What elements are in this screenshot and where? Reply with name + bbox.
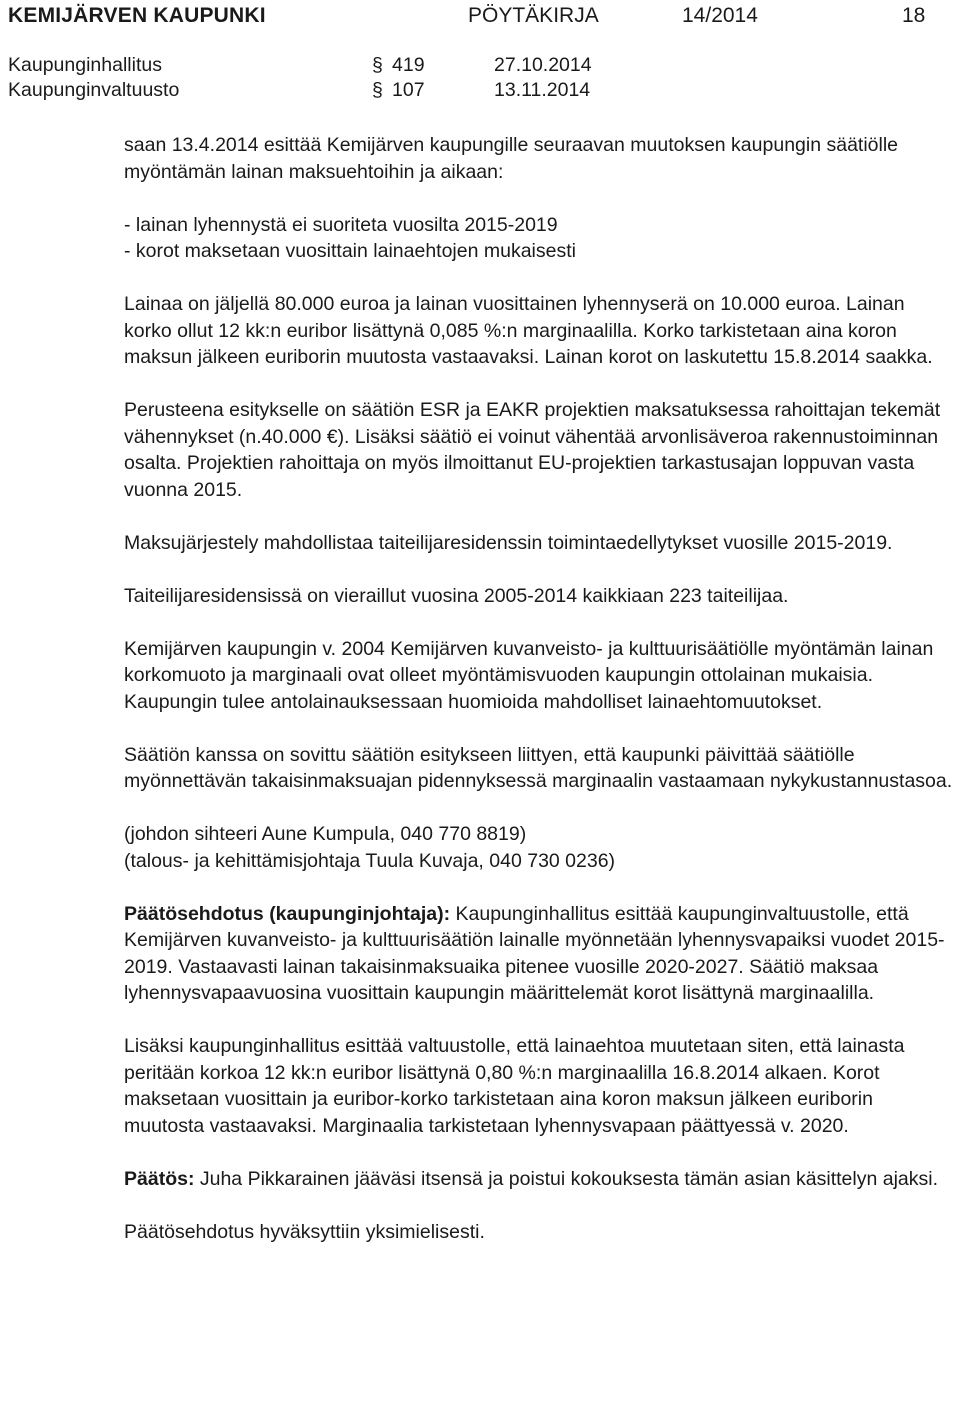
document-body <box>124 132 954 1245</box>
proposal-paragraph <box>124 901 954 1007</box>
contact-line: (talous- ja kehittämisjohtaja Tuula Kuvaja, 040 730 0236) <box>124 849 616 872</box>
meeting-date: 13.11.2014 <box>494 79 591 101</box>
organization-name: KEMIJÄRVEN KAUPUNKI <box>8 4 266 27</box>
section-number: 107 <box>392 79 425 101</box>
list-item: - korot maksetaan vuosittain lainaehtojen mukaisesti <box>124 240 576 262</box>
document-header <box>0 0 960 36</box>
paragraph: Taiteilijaresidensissä on vieraillut vuosina 2005-2014 kaikkiaan 223 taiteilijaa. <box>124 584 789 607</box>
paragraph: Maksujärjestely mahdollistaa taiteilijaresidenssin toimintaedellytykset vuosille 2015-2019. <box>124 531 893 554</box>
decision-text: Juha Pikkarainen jääväsi itsensä ja poistui kokouksesta tämän asian käsittelyn ajaksi. <box>194 1167 939 1190</box>
section-sign: § <box>372 54 383 76</box>
paragraph: saan 13.4.2014 esittää Kemijärven kaupungille seuraavan muutoksen kaupungin säätiölle myöntämän lainan maksuehtoihin ja aikaan: <box>124 134 899 183</box>
paragraph: Lisäksi kaupunginhallitus esittää valtuustolle, että lainaehtoa muutetaan siten, että lainasta peritään korkoa 12 kk:n euribor lisättynä 0,80 %:n marginaalilla 16.8.2014 alkaen. Korot maksetaan vuosittain ja euribor-korko tarkistetaan aina koron maksun jälkeen euriborin muutosta vastaavaksi. Marginaalia tarkistetaan lyhennysvapaan päättyessä v. 2020. <box>124 1035 905 1137</box>
paragraph: Perusteena esitykselle on säätiön ESR ja EAKR projektien maksatuksessa rahoittajan tekemät vähennykset (n.40.000 €). Lisäksi säätiö ei voinut vähentää arvonlisäveroa rakennustoiminnan osalta. Projektien rahoittaja on myös ilmoittanut EU-projektien tarkastusajan loppuvan vasta vuonna 2015. <box>124 399 941 501</box>
section-number: 419 <box>392 54 425 76</box>
document-type: PÖYTÄKIRJA <box>468 4 599 27</box>
meeting-date: 27.10.2014 <box>494 54 592 76</box>
proposal-label: Päätösehdotus (kaupunginjohtaja): <box>124 902 451 925</box>
decision-label: Päätös: <box>124 1167 195 1190</box>
final-decision: Päätösehdotus hyväksyttiin yksimielisesti. <box>124 1220 485 1243</box>
paragraph: Lainaa on jäljellä 80.000 euroa ja lainan vuosittainen lyhennyserä on 10.000 euroa. Lainan korko ollut 12 kk:n euribor lisättynä 0,085 %:n marginaalilla. Korko tarkistetaan aina koron maksun jälkeen euriborin muutosta vastaavaksi. Lainan korot on laskutettu 15.8.2014 saakka. <box>124 293 933 368</box>
list-item: - lainan lyhennystä ei suoriteta vuosilta 2015-2019 <box>124 213 558 236</box>
proposal-text: Kaupunginhallitus esittää kaupunginvaltuustolle, että Kemijärven kuvanveisto- ja kulttuurisäätiön lainalle myönnetään lyhennysvapaiksi vuodet 2015-2019. Vastaavasti lainan takaisinmaksuaika pitenee vuosille 2020-2027. Säätiö maksaa lyhennysvapaavuosina vuosittain kaupungin määrittelemät korot lisättynä marginaalilla. <box>124 902 945 1004</box>
decision-paragraph <box>124 1166 954 1193</box>
paragraph: Kemijärven kaupungin v. 2004 Kemijärven kuvanveisto- ja kulttuurisäätiölle myöntämän lainan korkomuoto ja marginaali ovat olleet myöntämisvuoden kaupungin ottolainan mukaisia. Kaupungin tulee antolainauksessaan huomioida mahdolliset lainaehtomuutokset. <box>124 637 934 713</box>
document-number: 14/2014 <box>682 4 758 27</box>
section-sign: § <box>372 79 383 101</box>
page-number: 18 <box>902 4 926 27</box>
paragraph: Säätiön kanssa on sovittu säätiön esitykseen liittyen, että kaupunki päivittää säätiölle myönnettävän takaisinmaksuajan pidennyksessä marginaalin vastaamaan nykykustannustasoa. <box>124 743 953 792</box>
contact-line: (johdon sihteeri Aune Kumpula, 040 770 8819) <box>124 823 527 845</box>
body-name: Kaupunginvaltuusto <box>8 79 180 101</box>
body-name: Kaupunginhallitus <box>8 54 162 76</box>
